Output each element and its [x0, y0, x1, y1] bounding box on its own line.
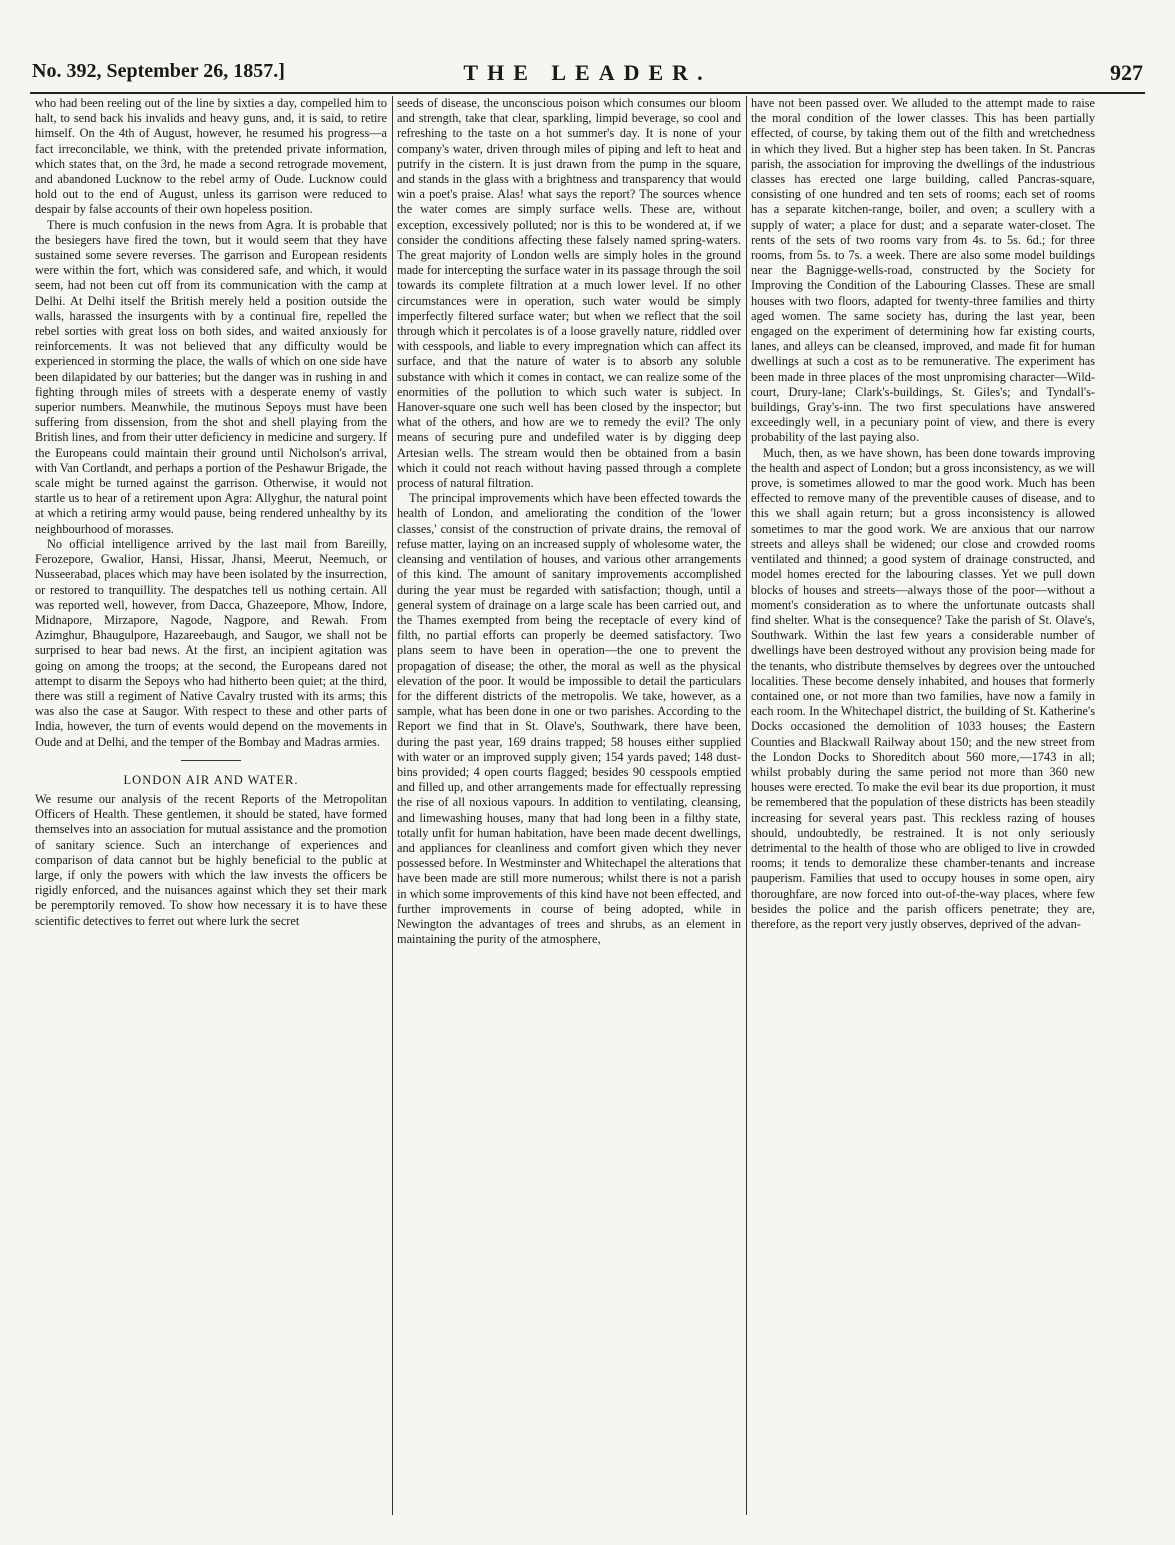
paragraph: have not been passed over. We alluded to the attempt made to raise the moral condition of the lower classes. This has been partially effected, of course, by taking them out of the filth and wretchedness in which they lived. But a higher step has been taken. In St. Pancras parish, the association for improving the dwellings of the industrious classes has erected one large building, called Pancras-square, consisting of one hundred and ten sets of rooms; each set of rooms has a separate kitchen-range, boiler, and oven; a scullery with a supply of water; a place for dust; and a separate water-closet. The rents of the sets of two rooms vary from 4s. to 5s. 6d.; for three rooms, from 5s. to 7s. a week. There are also some model buildings near the Bagnigge-wells-road, constructed by the Society for Improving the Condition of the Labouring Classes. These are small houses with two floors, adapted for twenty-three families and thirty aged women. The same society has, during the last year, been engaged on the experiment of determining how far existing courts, lanes, and alleys can be cleansed, improved, and made fit for human dwellings at such a cost as to be remunerative. The experiment has been made in three places of the most unpromising character—Wild-court, Drury-lane; Clark's-buildings, St. Giles's; and Tyndall's-buildings, Gray's-inn. The two first speculations have answered exceedingly well, in a pecuniary point of view, and there is every probability of the last paying also.: [751, 96, 1095, 445]
issue-date: No. 392, September 26, 1857.]: [32, 60, 285, 82]
paragraph: There is much confusion in the news from Agra. It is probable that the besiegers have fired the town, but it would seem that they have sustained some severe reverses. The garrison and European residents were within the fort, which was considered safe, and which, it would seem, had not been cut off from its communication with the camp at Delhi. At Delhi itself the British merely held a position outside the walls, harassed the insurgents with by a continual fire, repelled the rebel sorties with great loss on both sides, and waited anxiously for reinforcements. It was not believed that any difficulty would be experienced in storming the place, the walls of which on one side have been dilapidated by our batteries; but the danger was in rushing in and fighting through miles of streets with a desperate enemy of vastly superior numbers. Meanwhile, the mutinous Sepoys must have been suffering from dissension, from the shot and shell playing from the British lines, and from their utter deficiency in medicine and surgery. If the Europeans could maintain their ground until Nicholson's arrival, with Van Cortlandt, and perhaps a portion of the Peshawur Brigade, the scale might be turned against the garrison. Otherwise, it would not startle us to hear of a retirement upon Agra: Allyghur, the natural point at which a retiring army would pause, being rendered unhealthy by its neighbourhood of morasses.: [35, 217, 387, 536]
page-header: [30, 60, 1145, 92]
column-1: [35, 96, 387, 1515]
column-2: [397, 96, 741, 1515]
paragraph: The principal improvements which have been effected towards the health of London, and ameliorating the condition of the 'lower classes,' consist of the construction of private drains, the removal of refuse matter, laying on an increased supply of wholesome water, the cleansing and ventilation of houses, and various other arrangements of this kind. The amount of sanitary improvements accomplished during the year must be regarded with satisfaction; though, until a general system of drainage on a large scale has been carried out, and the Thames exempted from being the receptacle of every kind of filth, no partial efforts can properly be deemed satisfactory. Two plans seem to have been in operation—the one to prevent the propagation of disease; the other, the moral as well as the physical elevation of the poor. It would be impossible to detail the particulars for the different districts of the metropolis. We take, however, as a sample, what has been done in one or two parishes. According to the Report we find that in St. Olave's, Southwark, there have been, during the past year, 169 drains trapped; 58 houses either supplied with water or an improved supply given; 154 yards paved; 148 dust-bins provided; 4 open courts flagged; besides 90 cesspools emptied and filled up, and other arrangements made for effectually repressing the rise of all noxious vapours. In addition to ventilating, cleansing, and limewashing houses, many that had long been in a filthy state, totally unfit for human habitation, have been made decent dwellings, and appliances for cleanliness and comfort given which they never possessed before. In Westminster and Whitechapel the alterations that have been made are still more numerous; whilst there is not a parish in which some improvements of this kind have not been effected, and further improvements in course of being adopted, while in Newington the advantages of trees and shrubs, as an element in maintaining the purity of the atmosphere,: [397, 491, 741, 947]
column-3: [751, 96, 1095, 1515]
header-rule: [30, 92, 1145, 94]
section-heading: LONDON AIR AND WATER.: [123, 772, 299, 787]
section-rule: [181, 760, 241, 761]
paragraph: who had been reeling out of the line by sixties a day, compelled him to halt, to send back his invalids and heavy guns, and, it is said, to retire himself. On the 4th of August, however, he resumed his progress—a fact irreconcilable, we think, with the pretended private information, which states that, on the 3rd, he made a second retrograde movement, and abandoned Lucknow to the rebel army of Oude. Lucknow could hold out to the end of August, unless its garrison were reduced to despair by false accounts of their own hopeless position.: [35, 96, 387, 217]
paragraph: We resume our analysis of the recent Reports of the Metropolitan Officers of Health. These gentlemen, it should be stated, have formed themselves into an association for mutual assistance and the promotion of sanitary science. Such an interchange of experiences and comparison of data cannot but be highly beneficial to the public at large, if only the powers with which the law invests the officers be rigidly enforced, and the nuisances against which they set their mark be peremptorily removed. To show how necessary it is to have these scientific detectives to ferret out where lurk the secret: [35, 791, 387, 928]
paragraph: seeds of disease, the unconscious poison which consumes our bloom and strength, take that clear, sparkling, limpid beverage, so cool and refreshing to the taste on a hot summer's day. It is none of your company's water, driven through miles of piping and left to heat and putrify in the cistern. It is just drawn from the pump in the square, and stands in the glass with a brightness and transparency that would win a poet's praise. Alas! what says the report? The sources whence the water comes are simply surface wells. These are, without exception, excessively polluted; nor is this to be wondered at, if we consider the conditions affecting these falsely named spring-waters. The great majority of London wells are simply holes in the ground made for intercepting the surface water in its passage through the soil towards its complete filtration at a much lower level. If no other circumstances were in operation, such water would be simply imperfectly filtered surface water; but when we reflect that the soil through which it percolates is of a loose gravelly nature, riddled over with cesspools, and liable to every impregnation which can affect its surface, and that the nature of water is to absorb any soluble substance with which it comes in contact, we can realize some of the enormities of the pollution to which such water is subject. In Hanover-square one such well has been closed by the inspector; but what of the others, and how are we to remedy the evil? The only means of securing pure and undefiled water is by digging deep Artesian wells. The stream would then be obtained from a basin which it could not reach without having passed through a complete process of natural filtration.: [397, 96, 741, 491]
masthead-title: THE LEADER.: [463, 60, 712, 85]
paragraph: No official intelligence arrived by the last mail from Bareilly, Ferozepore, Gwalior, Hansi, Hissar, Jhansi, Meerut, Neemuch, or Nusseerabad, places which may have been isolated by the insurrection, or restored to tranquillity. The despatches tell us nothing certain. All was reported well, however, from Dacca, Ghazeepore, Mhow, Indore, Midnapore, Mirzapore, Nagode, Nagpore, and Rewah. From Azimghur, Bhaugulpore, Hazareebaugh, and Saugor, we shall not be surprised to hear bad news. At the first, an incipient agitation was going on among the troops; at the second, the Europeans dared not attempt to disarm the Sepoys who had hitherto been quiet; at the third, there was still a regiment of Native Cavalry trusted with its arms; this was also the case at Saugor. With respect to these and other parts of India, however, the turn of events would depend on the movements in Oude and at Delhi, and the temper of the Bombay and Madras armies.: [35, 536, 387, 749]
paragraph: Much, then, as we have shown, has been done towards improving the health and aspect of London; but a gross inconsistency, as we will prove, is sometimes allowed to mar the good work. Much has been effected to remove many of the preventible causes of disease, and to this we shall again return; but a gross inconsistency is allowed sometimes to mar the good work. We are anxious that our narrow streets and alleys shall be widened; our close and crowded rooms ventilated and thinned; a good system of drainage constructed, and model homes erected for the labouring classes. Yet we pull down blocks of houses and streets—always those of the poor—without a moment's consideration as to where the unfortunate outcasts shall find shelter. What is the consequence? Take the parish of St. Olave's, Southwark. Within the last few years a considerable number of dwellings have been destroyed without any provision being made for the tenants, who distribute themselves by degrees over the untouched localities. These become densely inhabited, and houses that formerly contained one, or not more than two families, have now a family in each room. In the Whitechapel district, the building of St. Katherine's Docks occasioned the demolition of 1033 houses; the Eastern Counties and Blackwall Railway about 150; and the new street from the London Docks to Shoreditch about 560 more,—1743 in all; whilst probably during the same period not more than 360 new houses were erected. To make the evil bear its due proportion, it must be remembered that the population of these districts has been steadily increasing for several years past. This reckless razing of houses should, undoubtedly, be restrained. It is not only seriously detrimental to the health of those who are obliged to live in crowded rooms; it tends to demoralize these chamber-tenants and increase pauperism. Families that used to occupy houses in some open, airy thoroughfare, are now forced into out-of-the-way places, where few besides the police and the parish officers penetrate; they are, therefore, as the report very justly observes, deprived of the advan-: [751, 445, 1095, 931]
page-number: 927: [1110, 60, 1143, 85]
column-divider: [392, 96, 393, 1515]
column-divider: [746, 96, 747, 1515]
